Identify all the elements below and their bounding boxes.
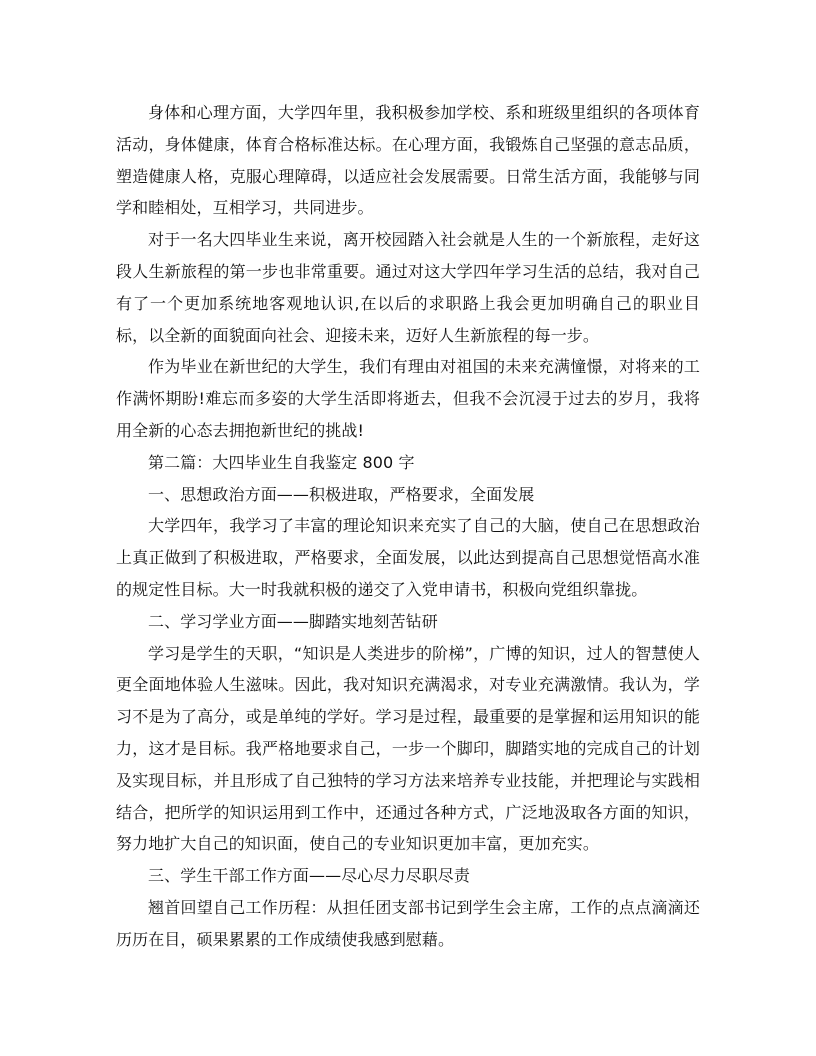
document-body [116,97,700,956]
paragraph-political: 大学四年，我学习了丰富的理论知识来充实了自己的大脑，使自己在思想政治上真正做到了积极进取，严格要求，全面发展，以此达到提高自己思想觉悟高水准的规定性目标。大一时我就积极的递交了入党申请书，积极向党组织靠拢。 [116,516,700,599]
paragraph-student-cadre: 翘首回望自己工作历程：从担任团支部书记到学生会主席，工作的点点滴滴还历历在目，硕果累累的工作成绩使我感到慰藉。 [116,897,700,949]
heading-study: 二、学习学业方面——脚踏实地刻苦钻研 [148,611,438,631]
heading-student-cadre: 三、学生干部工作方面——尽心尽力尽职尽责 [148,866,471,886]
paragraph-new-century: 作为毕业在新世纪的大学生，我们有理由对祖国的未来充满憧憬，对将来的工作满怀期盼!难忘而多姿的大学生活即将逝去，但我不会沉浸于过去的岁月，我将用全新的心态去拥抱新世纪的挑战! [116,357,700,440]
paragraph-physical-mental: 身体和心理方面，大学四年里，我积极参加学校、系和班级里组织的各项体育活动，身体健康，体育合格标准达标。在心理方面，我锻炼自己坚强的意志品质，塑造健康人格，克服心理障碍，以适应社会发展需要。日常生活方面，我能够与同学和睦相处，互相学习，共同进步。 [116,103,700,218]
heading-political: 一、思想政治方面——积极进取，严格要求，全面发展 [148,484,535,504]
paragraph-graduate-journey: 对于一名大四毕业生来说，离开校园踏入社会就是人生的一个新旅程，走好这段人生新旅程的第一步也非常重要。通过对这大学四年学习生活的总结，我对自己有了一个更加系统地客观地认识,在以后的求职路上我会更加明确自己的职业目标，以全新的面貌面向社会、迎接未来，迈好人生新旅程的每一步。 [116,230,700,345]
section-title-part-two: 第二篇：大四毕业生自我鉴定 800 字 [148,452,415,472]
paragraph-study: 学习是学生的天职，“知识是人类进步的阶梯”，广博的知识，过人的智慧使人更全面地体验人生滋味。因此，我对知识充满渴求，对专业充满激情。我认为，学习不是为了高分，或是单纯的学好。学习是过程，最重要的是掌握和运用知识的能力，这才是目标。我严格地要求自己，一步一个脚印，脚踏实地的完成自己的计划及实现目标，并且形成了自己独特的学习方法来培养专业技能，并把理论与实践相结合，把所学的知识运用到工作中，还通过各种方式，广泛地汲取各方面的知识，努力地扩大自己的知识面，使自己的专业知识更加丰富，更加充实。 [116,643,700,854]
